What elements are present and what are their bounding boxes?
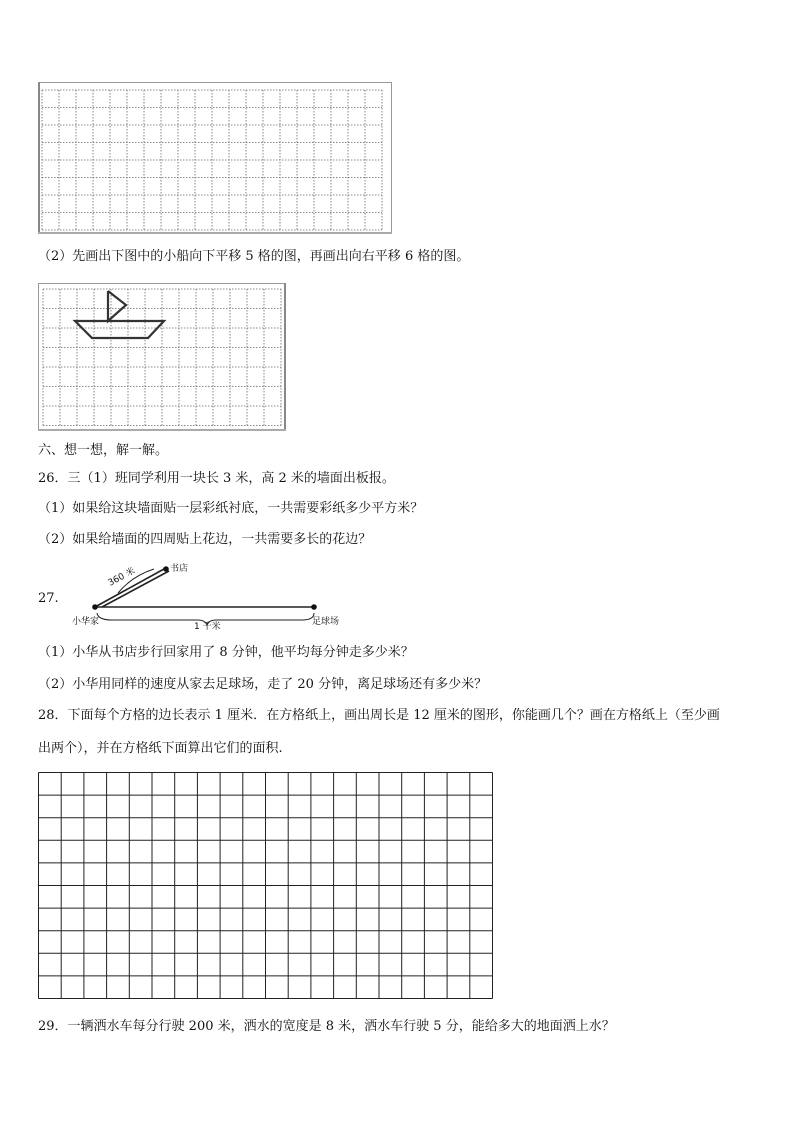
q28-line2: 出两个），并在方格纸下面算出它们的面积. bbox=[38, 741, 283, 756]
label-home: 小华家 bbox=[72, 617, 100, 627]
q28-grid[interactable] bbox=[38, 772, 494, 1000]
label-1km: 1 千米 bbox=[194, 622, 221, 632]
label-field: 足球场 bbox=[312, 617, 340, 627]
q28-grid-svg bbox=[38, 772, 494, 1000]
q27-route-svg bbox=[62, 556, 362, 632]
home-point bbox=[92, 604, 98, 610]
q29-text: 29．一辆洒水车每分行驶 200 米，洒水的宽度是 8 米，洒水车行驶 5 分，能给多大的地面洒上水？ bbox=[38, 1019, 615, 1034]
bookstore-point bbox=[163, 566, 169, 572]
field-point bbox=[311, 604, 317, 610]
q27-number: 27. bbox=[38, 591, 59, 606]
section6-heading: 六、想一想，解一解。 bbox=[38, 443, 169, 458]
q26-part2: （2）如果给墙面的四周贴上花边，一共需要多长的花边？ bbox=[38, 532, 372, 547]
q27-part1: （1）小华从书店步行回家用了 8 分钟，他平均每分钟走多少米？ bbox=[38, 645, 414, 660]
label-bookstore: 书店 bbox=[170, 564, 189, 574]
q26-stem: 26．三（1）班同学利用一块长 3 米，高 2 米的墙面出板报。 bbox=[38, 471, 395, 486]
q28-line1: 28．下面每个方格的边长表示 1 厘米．在方格纸上，画出周长是 12 厘米的图形，你能画几个？画在方格纸上（至少画 bbox=[38, 708, 720, 723]
top-grid-svg bbox=[38, 82, 392, 234]
q26-part1: （1）如果给这块墙面贴一层彩纸衬底，一共需要彩纸多少平方米？ bbox=[38, 501, 424, 516]
q27-route-diagram bbox=[62, 556, 362, 632]
top-grid[interactable] bbox=[38, 82, 392, 234]
boat-grid-svg bbox=[38, 283, 286, 431]
boat-grid[interactable] bbox=[38, 283, 286, 431]
label-360: 360 米 bbox=[106, 566, 138, 589]
q25-part2-text: （2）先画出下图中的小船向下平移 5 格的图，再画出向右平移 6 格的图。 bbox=[38, 249, 470, 264]
q27-part2: （2）小华用同样的速度从家去足球场，走了 20 分钟，离足球场还有多少米？ bbox=[38, 677, 488, 692]
